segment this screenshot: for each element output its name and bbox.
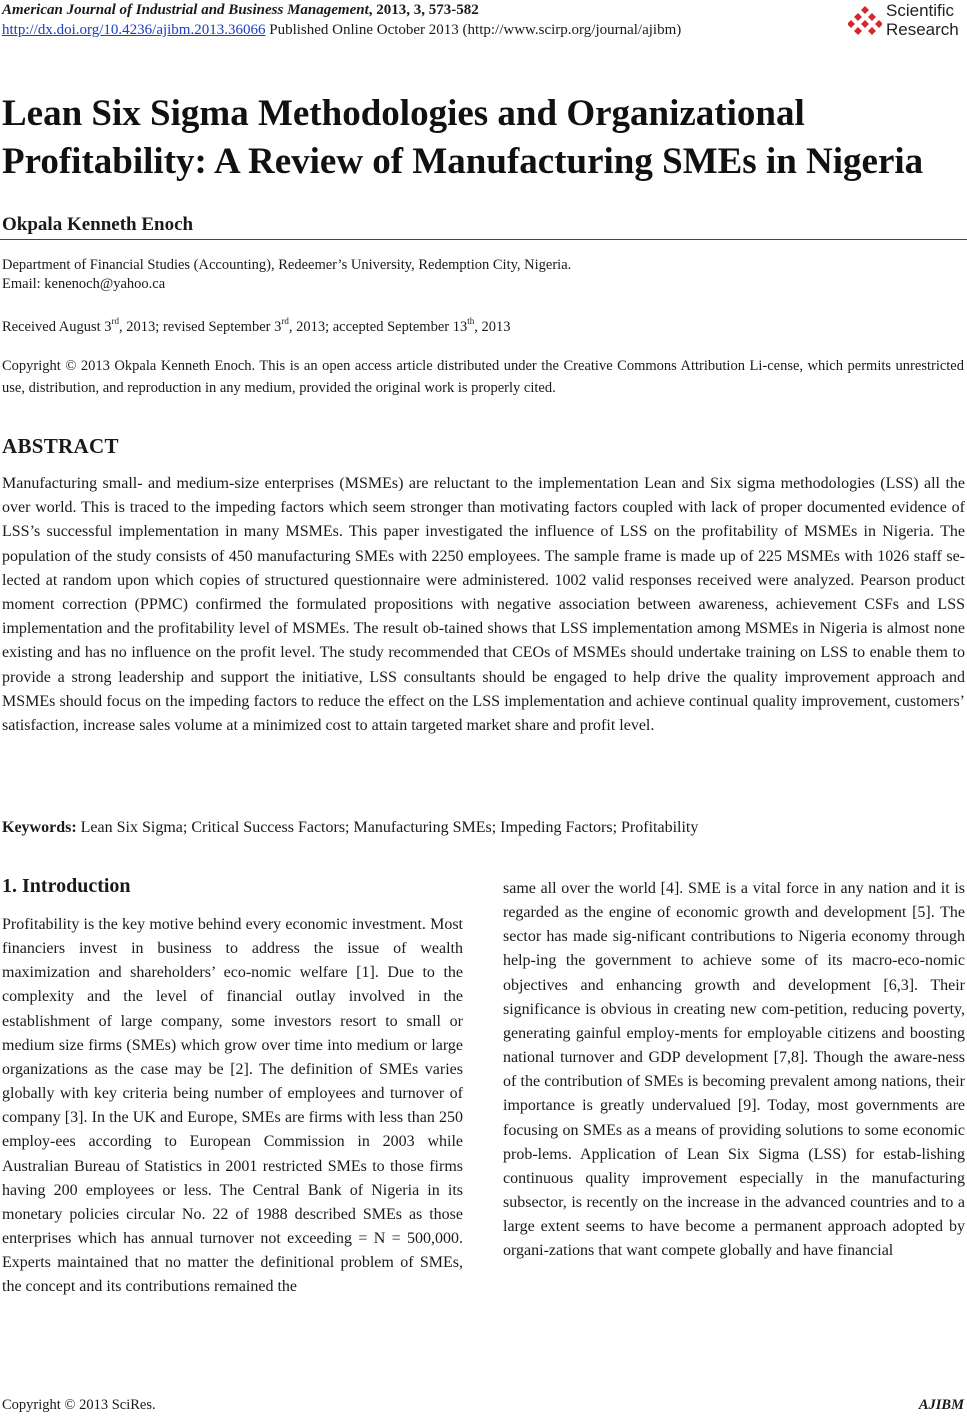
received-label: Received August 3 [2,318,112,335]
doi-line [2,22,681,39]
dates-tail: , 2013 [474,318,511,335]
keywords-label: Keywords: [2,819,77,836]
introduction-left-column: Profitability is the key motive behind every economic investment. Most financiers invest in business to address the issue of wealth maximization and shareholders’ eco-nomic welfare [1]. Due to the complexity and the level of financial outlay involved in the establishment of large company, some investors resort to small or medium size firms (SMEs) which grow over time into medium or large organizations as the case may be [2]. The definition of SMEs varies globally with key criteria being number of employees and turnover of company [3]. In the UK and Europe, SMEs are firms with less than 250 employ-ees according to European Commission in 2003 while Australian Bureau of Statistics in 2001 restricted SMEs to those firms having 200 employees or less. The Central Bank of Nigeria in its monetary policies circular No. 22 of 1988 described SMEs as those enterprises which has annual turnover not exceeding = N = 500,000. Experts maintained that no matter the definitional problem of SMEs, the concept and its contributions remained the [2,916,463,1296]
keywords [2,819,964,837]
journal-volume: , 2013, 3, 573-582 [368,2,479,18]
email: Email: kenenoch@yahoo.ca [2,276,166,292]
section-heading-introduction: 1. Introduction [2,875,131,897]
journal-name: American Journal of Industrial and Business Management [2,2,369,18]
keywords-text: Lean Six Sigma; Critical Success Factors; Manufacturing SMEs; Impeding Factors; Profitability [76,819,699,836]
abstract-heading: ABSTRACT [2,434,119,458]
copyright-notice: Copyright © 2013 Okpala Kenneth Enoch. This is an open access article distributed under the Creative Commons Attribution Li-cense, which permits unrestricted use, distribution, and reproduction in any medium, provided the original work is properly cited. [2,358,964,396]
introduction-right-column: same all over the world [4]. SME is a vital force in any nation and it is regarded as the engine of economic growth and development [5]. The sector has made sig-nificant contributions to Nigeria economy through help-ing the government to achieve some of its macro-eco-nomic objectives and enhancing growth and development [6,3]. Their significance is obvious in creating new com-petition, reducing poverty, generating gainful employ-ments for employable citizens and boosting national turnover and GDP development [7,8]. Though the aware-ness of the contribution of SMEs is becoming prevalent among nations, their importance is greatly undervalued [9]. Today, most governments are focusing on SMEs as a means of providing solutions to some economic prob-lems. Application of Lean Six Sigma (LSS) for estab-lishing continuous quality improvement especially in the manufacturing subsector, is recently on the increase in the advanced countries and to a large extent seems to have become a permanent approach adopted by organi-zations that want compete globally and have financial [503,880,965,1260]
title-divider [0,239,967,240]
received-sup: rd [111,316,120,326]
author-name: Okpala Kenneth Enoch [2,214,194,235]
journal-citation-line [2,2,479,19]
revised-sup: rd [281,316,289,326]
footer-journal-abbrev: AJIBM [918,1397,964,1413]
footer-copyright: Copyright © 2013 SciRes. [2,1397,156,1413]
accepted-label: , 2013; accepted September 13 [288,318,468,335]
abstract-body: Manufacturing small- and medium-size enterprises (MSMEs) are reluctant to the implementation Lean and Six sigma methodologies (LSS) all the over world. This is traced to the impeding factors which seem stronger than motivating factors coupled with lack of proper documented evidence of LSS’s successful implementation in many MSMEs. This paper investigated the influence of LSS on the profitability of MSMEs in Nigeria. The population of the study consists of 450 manufacturing SMEs with 2250 employees. The sample frame is made up of 225 MSMEs with 1026 staff se-lected at random upon which copies of structured questionnaire were administered. 1002 valid responses received were analyzed. Pearson product moment correction (PPMC) confirmed the formulated propositions with negative association between awareness, achievement CSFs and LSS implementation and the profitability level of MSMEs. The result ob-tained shows that LSS implementation among MSMEs in Nigeria is almost none existing and has no influence on the profit level. The study recommended that CEOs of MSMEs should undertake training on LSS to enable them to provide a strong leadership and support the initiative, LSS consultants should be engaged to help drive the quality improvement approach and MSMEs should focus on the impeding factors to reduce the effect on the LSS implementation and achieve continual quality improvement, customers’ satisfaction, increase sales volume at a minimized cost to attain targeted market share and profit level. [2,475,965,735]
article-title: Lean Six Sigma Methodologies and Organizational Profitability: A Review of Manufacturing SMEs in Nigeria [2,93,924,182]
affiliation: Department of Financial Studies (Accounting), Redeemer’s University, Redemption City, Nigeria. [2,257,572,273]
accepted-sup: th [467,316,475,326]
doi-link[interactable]: http://dx.doi.org/10.4236/ajibm.2013.36066 [2,22,266,38]
publisher-logo [848,1,966,41]
received-dates [2,317,510,336]
logo-line-1: Scientific [886,1,955,20]
publication-note: Published Online October 2013 (http://www.scirp.org/journal/ajibm) [265,22,682,38]
logo-line-2: Research [886,20,959,39]
scientific-research-logo-icon [848,4,882,38]
logo-text [886,1,959,39]
revised-label: , 2013; revised September 3 [119,318,282,335]
